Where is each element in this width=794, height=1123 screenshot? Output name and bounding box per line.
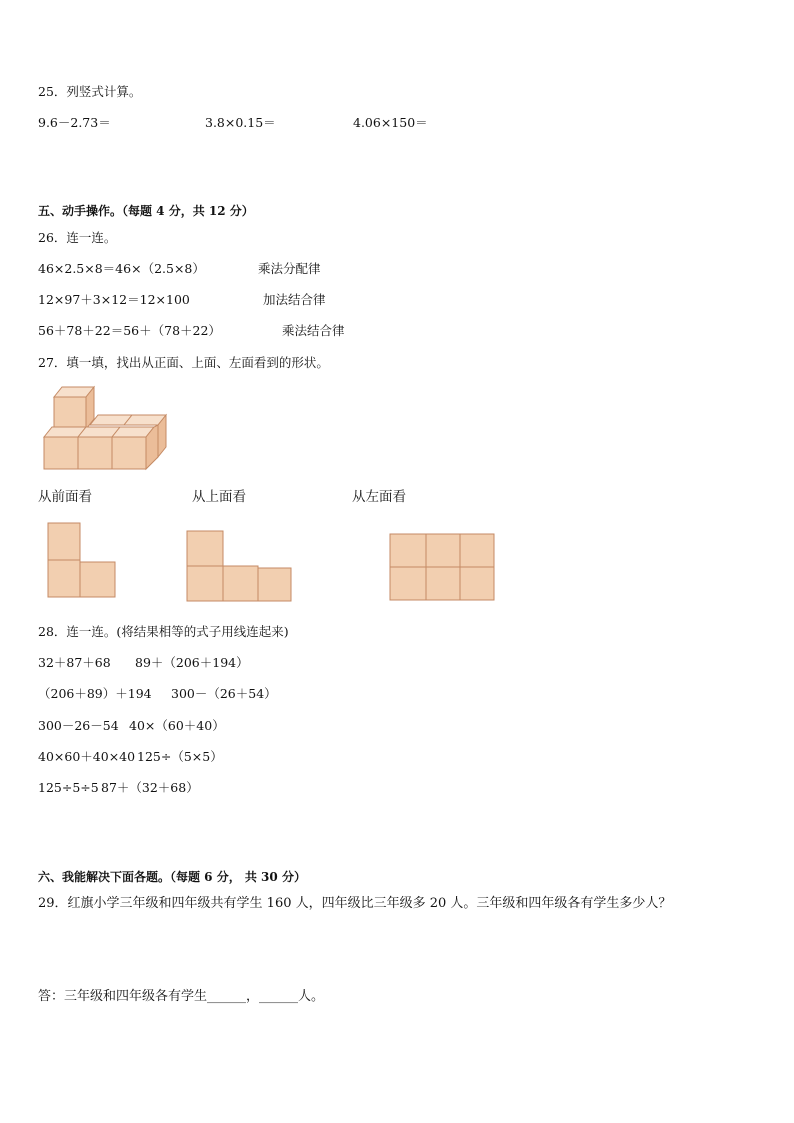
q28-left-5: 125÷5÷5 xyxy=(38,780,99,795)
left-view-figure xyxy=(389,533,497,603)
q25-item-1: 9.6－2.73＝ xyxy=(38,115,111,130)
q28-left-3: 300－26－54 xyxy=(38,718,119,733)
view-label-top: 从上面看 xyxy=(192,489,246,505)
q28-right-4: 125÷（5×5） xyxy=(137,749,223,764)
q28-right-2: 300－（26＋54） xyxy=(171,686,277,701)
front-view-figure xyxy=(46,522,118,600)
q28-right-3: 40×（60＋40） xyxy=(129,718,225,733)
q28-right-1: 89＋（206＋194） xyxy=(135,655,249,670)
q26-title: 26．连一连。 xyxy=(38,230,117,245)
q26-right-1: 乘法分配律 xyxy=(258,261,321,276)
q29-answer: 答：三年级和四年级各有学生______，______人。 xyxy=(38,989,325,1004)
q26-right-3: 乘法结合律 xyxy=(282,323,345,338)
q28-left-2: （206＋89）＋194 xyxy=(38,686,152,701)
view-label-front: 从前面看 xyxy=(38,489,92,505)
q25-item-3: 4.06×150＝ xyxy=(353,115,428,130)
q26-left-3: 56＋78＋22＝56＋（78＋22） xyxy=(38,323,221,338)
q29-question: 29．红旗小学三年级和四年级共有学生 160 人，四年级比三年级多 20 人。三年级和四年级各有学生多少人？ xyxy=(38,896,672,911)
q26-right-2: 加法结合律 xyxy=(263,292,326,307)
view-label-left: 从左面看 xyxy=(352,489,406,505)
q28-title: 28．连一连。(将结果相等的式子用线连起来) xyxy=(38,624,289,639)
q28-right-5: 87＋（32＋68） xyxy=(101,780,199,795)
section5-heading: 五、动手操作。（每题 4 分，共 12 分） xyxy=(38,204,254,218)
q26-left-2: 12×97＋3×12＝12×100 xyxy=(38,292,190,307)
q25-item-2: 3.8×0.15＝ xyxy=(205,115,276,130)
q28-left-4: 40×60＋40×40 xyxy=(38,749,136,764)
section6-heading: 六、我能解决下面各题。（每题 6 分， 共 30 分） xyxy=(38,870,306,884)
q26-left-1: 46×2.5×8＝46×（2.5×8） xyxy=(38,261,205,276)
cube-stack-figure xyxy=(40,383,175,475)
top-view-figure xyxy=(186,530,296,604)
q25-title: 25．列竖式计算。 xyxy=(38,84,142,99)
q27-title: 27．填一填，找出从正面、上面、左面看到的形状。 xyxy=(38,355,329,370)
q28-left-1: 32＋87＋68 xyxy=(38,655,111,670)
